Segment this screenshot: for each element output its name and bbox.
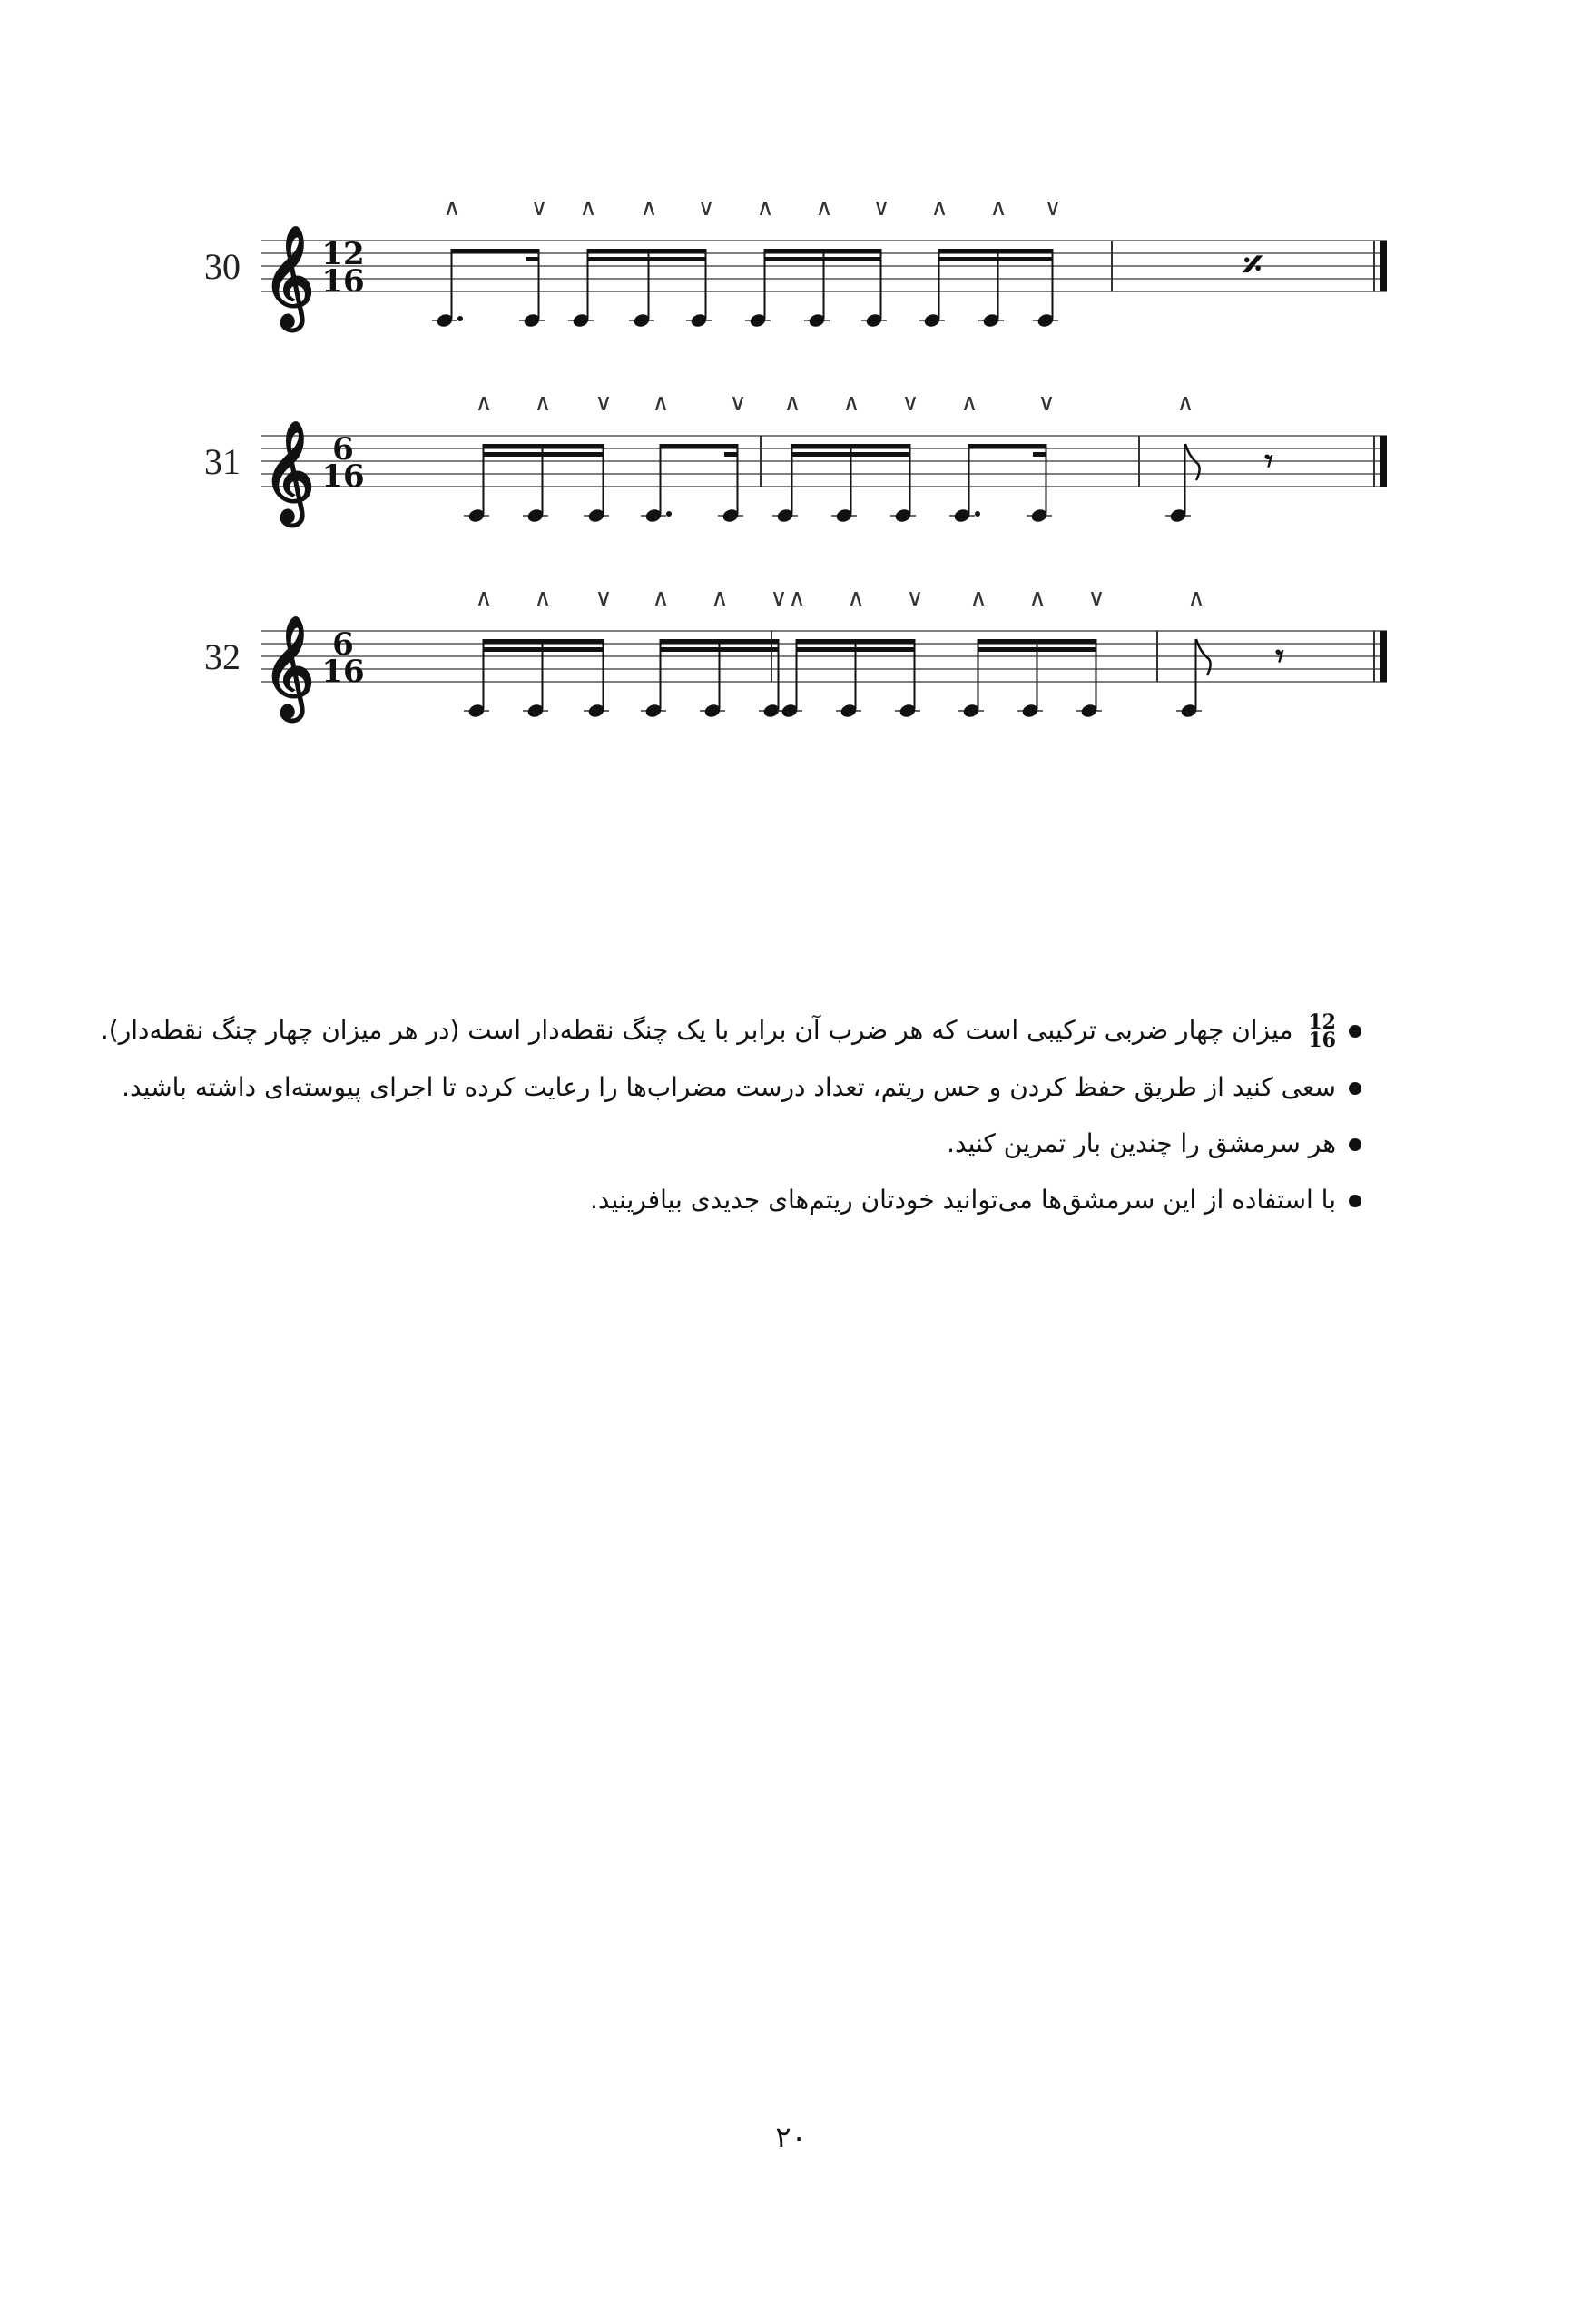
- bullet-icon: [1349, 1025, 1361, 1038]
- articulation-mark: ∧: [652, 585, 670, 612]
- articulation-mark: ∨: [872, 194, 890, 222]
- articulation-mark: ∧: [475, 585, 493, 612]
- bullet-icon: [1349, 1195, 1361, 1207]
- beam: [660, 444, 739, 448]
- articulation-mark: ∧: [640, 194, 658, 222]
- bullet-icon: [1349, 1138, 1361, 1151]
- augmentation-dot: [457, 316, 463, 321]
- instructions-list: [100, 1010, 1361, 1238]
- instruction-text: هر سرمشق را چندین بار تمرین کنید.: [947, 1128, 1336, 1158]
- beam: [526, 257, 540, 261]
- treble-clef-icon: 𝄞: [262, 419, 315, 522]
- time-signature-icon: 12 16: [1308, 1010, 1336, 1052]
- treble-clef-icon: 𝄞: [262, 615, 315, 717]
- time-signature-bottom: 16: [321, 263, 365, 300]
- beam: [938, 249, 1054, 253]
- articulation-mark: ∧: [1187, 585, 1205, 612]
- articulation-mark: ∧: [1176, 389, 1194, 417]
- eighth-rest-icon: 𝄾: [1264, 442, 1273, 480]
- articulation-mark: ∨: [1044, 194, 1062, 222]
- beam: [483, 647, 604, 652]
- final-bar-thick: [1380, 631, 1387, 682]
- articulation-mark: ∧: [989, 194, 1007, 222]
- articulation-mark: ∨: [1087, 585, 1105, 612]
- articulation-mark: ∧: [1028, 585, 1046, 612]
- articulation-mark: ∧: [815, 194, 833, 222]
- articulation-mark: ∧: [652, 389, 670, 417]
- beam: [968, 444, 1047, 448]
- articulation-mark: ∧: [756, 194, 774, 222]
- articulation-mark: ∨: [594, 389, 613, 417]
- final-bar-thick: [1380, 241, 1387, 291]
- beam: [587, 249, 707, 253]
- exercise-number: 32: [204, 636, 241, 677]
- instruction-item: [122, 1069, 1361, 1106]
- beam: [483, 444, 604, 448]
- measure-repeat-icon: 𝄎: [1243, 242, 1263, 289]
- time-signature-bottom: 16: [321, 458, 365, 495]
- articulation-mark: ∨: [594, 585, 613, 612]
- instruction-item: [218, 1126, 1361, 1162]
- articulation-mark: ∨: [770, 585, 788, 612]
- articulation-mark: ∨: [1037, 389, 1056, 417]
- articulation-mark: ∧: [534, 389, 552, 417]
- bullet-icon: [1349, 1082, 1361, 1095]
- articulation-mark: ∧: [711, 585, 729, 612]
- articulation-mark: ∨: [906, 585, 924, 612]
- articulation-mark: ∧: [534, 585, 552, 612]
- articulation-mark: ∧: [783, 389, 801, 417]
- beam: [483, 639, 604, 644]
- beam: [587, 257, 707, 261]
- time-signature-top: 12: [321, 236, 365, 272]
- beam: [483, 452, 604, 457]
- articulation-mark: ∧: [960, 389, 978, 417]
- articulation-mark: ∧: [847, 585, 865, 612]
- exercise-number: 31: [204, 441, 241, 482]
- beam: [724, 452, 739, 457]
- articulation-mark: ∧: [842, 389, 860, 417]
- instruction-text: میزان چهار ضربی ترکیبی است که هر ضرب آن برابر با یک چنگ نقطه‌دار است (در هر میزان چهار چنگ نقطه‌دار).: [100, 1015, 1293, 1045]
- instruction-item: [100, 1010, 1361, 1052]
- articulation-mark: ∨: [729, 389, 747, 417]
- articulation-mark: ∧: [475, 389, 493, 417]
- page-number: ۲۰: [775, 2120, 807, 2154]
- eighth-rest-icon: 𝄾: [1275, 637, 1284, 675]
- eighth-flag: [1196, 639, 1211, 675]
- articulation-mark: ∧: [443, 194, 461, 222]
- instruction-item: [218, 1182, 1361, 1218]
- final-bar-thick: [1380, 436, 1387, 487]
- augmentation-dot: [975, 511, 980, 517]
- articulation-mark: ∧: [969, 585, 988, 612]
- articulation-mark: ∨: [530, 194, 548, 222]
- time-signature-top: 6: [332, 431, 354, 468]
- time-signature-top: 6: [332, 626, 354, 663]
- music-score: [0, 0, 1582, 817]
- eighth-flag: [1185, 444, 1200, 480]
- instruction-text: سعی کنید از طریق حفظ کردن و حس ریتم، تعداد درست مضراب‌ها را رعایت کرده تا اجرای پیوسته‌ای داشته باشید.: [122, 1072, 1336, 1102]
- beam: [1033, 452, 1047, 457]
- treble-clef-icon: 𝄞: [262, 224, 315, 327]
- beam: [938, 257, 1054, 261]
- articulation-mark: ∨: [697, 194, 715, 222]
- augmentation-dot: [666, 511, 672, 517]
- articulation-mark: ∧: [930, 194, 948, 222]
- time-signature-bottom: 16: [321, 654, 365, 690]
- exercise-number: 30: [204, 246, 241, 287]
- articulation-mark: ∨: [901, 389, 919, 417]
- articulation-mark: ∧: [579, 194, 597, 222]
- instruction-text: با استفاده از این سرمشق‌ها می‌توانید خودتان ریتم‌های جدیدی بیافرینید.: [589, 1185, 1336, 1215]
- beam: [451, 249, 540, 253]
- articulation-mark: ∧: [788, 585, 806, 612]
